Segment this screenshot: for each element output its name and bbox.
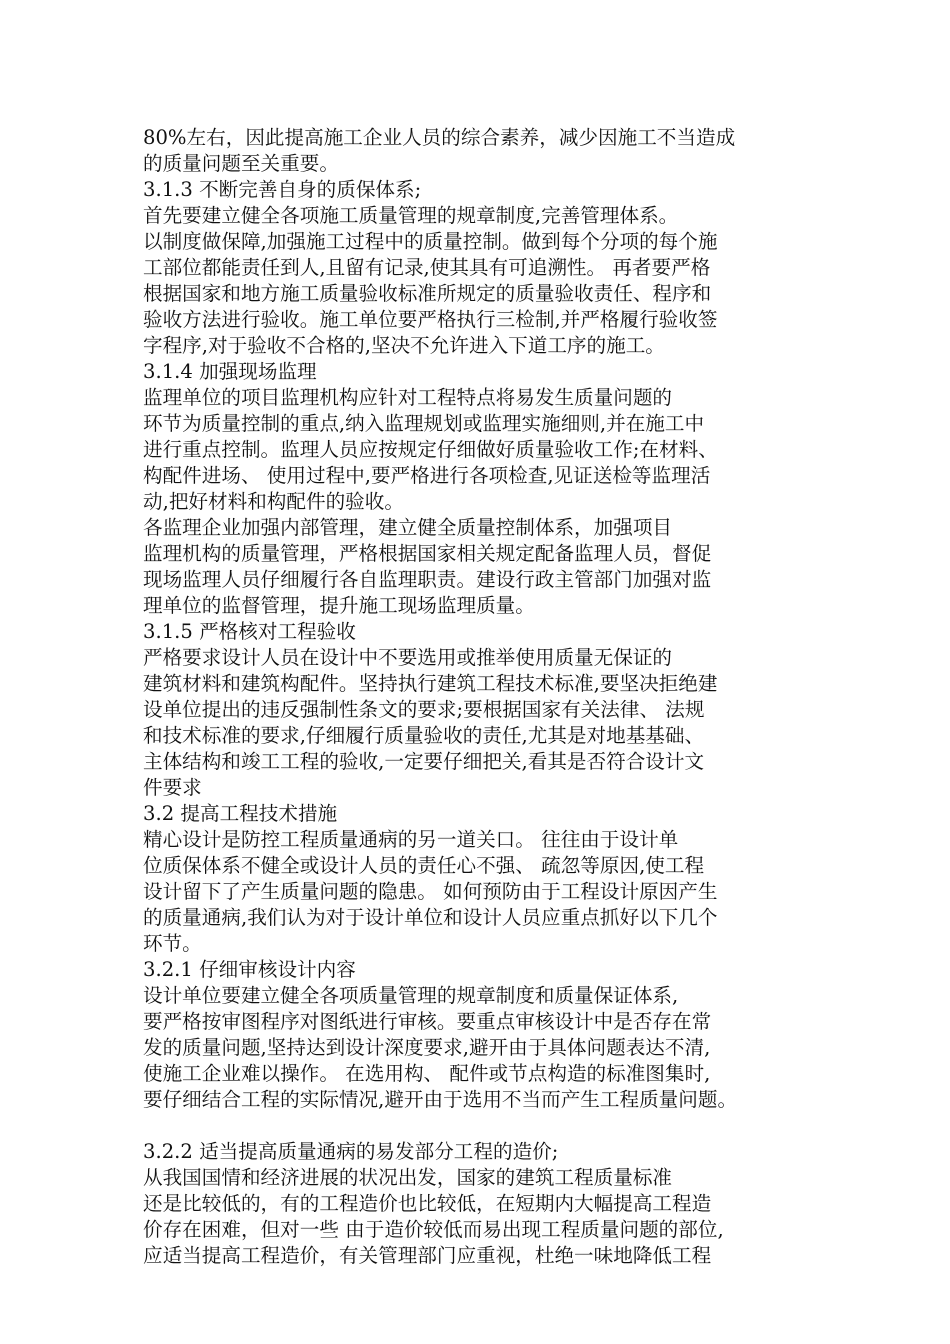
text-line: 首先要建立健全各项施工质量管理的规章制度,完善管理体系。 [143,204,679,227]
text-line: 环节。 [143,932,202,955]
section-heading: 3.1.3 不断完善自身的质保体系; [143,178,422,201]
text-line: 的质量通病,我们认为对于设计单位和设计人员应重点抓好以下几个 [143,906,718,929]
text-line: 根据国家和地方施工质量验收标准所规定的质量验收责任、程序和 [143,282,712,305]
text-line: 主体结构和竣工工程的验收,一定要仔细把关,看其是否符合设计文 [143,750,705,773]
text-line: 环节为质量控制的重点,纳入监理规划或监理实施细则,并在施工中 [143,412,705,435]
text-line: 建筑材料和建筑构配件。坚持执行建筑工程技术标准,要坚决拒绝建 [143,672,718,695]
text-line: 监理单位的项目监理机构应针对工程特点将易发生质量问题的 [143,386,673,409]
text-line: 要严格按审图程序对图纸进行审核。要重点审核设计中是否存在常 [143,1010,712,1033]
text-line: 80%左右，因此提高施工企业人员的综合素养，减少因施工不当造成 [143,126,736,149]
text-line: 精心设计是防控工程质量通病的另一道关口。 往往由于设计单 [143,828,679,851]
section-heading: 3.2.1 仔细审核设计内容 [143,958,356,981]
text-line: 理单位的监督管理，提升施工现场监理质量。 [143,594,535,617]
text-line: 监理机构的质量管理，严格根据国家相关规定配备监理人员，督促 [143,542,712,565]
text-line: 使施工企业难以操作。 在选用构、 配件或节点构造的标准图集时, [143,1062,711,1085]
text-line: 和技术标准的要求,仔细履行质量验收的责任,尤其是对地基基础、 [143,724,705,747]
text-line: 设计单位要建立健全各项质量管理的规章制度和质量保证体系, [143,984,679,1007]
text-line: 动,把好材料和构配件的验收。 [143,490,404,513]
text-line: 设计留下了产生质量问题的隐患。 如何预防由于工程设计原因产生 [143,880,718,903]
text-line: 严格要求设计人员在设计中不要选用或推举使用质量无保证的 [143,646,673,669]
section-heading: 3.1.4 加强现场监理 [143,360,317,383]
text-line: 进行重点控制。监理人员应按规定仔细做好质量验收工作;在材料、 [143,438,718,461]
text-line: 构配件进场、 使用过程中,要严格进行各项检查,见证送检等监理活 [143,464,711,487]
text-line: 验收方法进行验收。施工单位要严格执行三检制,并严格履行验收签 [143,308,718,331]
text-line: 的质量问题至关重要。 [143,152,339,175]
text-line: 还是比较低的，有的工程造价也比较低，在短期内大幅提高工程造 [143,1192,712,1215]
section-heading: 3.1.5 严格核对工程验收 [143,620,356,643]
text-line: 工部位都能责任到人,且留有记录,使其具有可追溯性。 再者要严格 [143,256,711,279]
text-line: 设单位提出的违反强制性条文的要求;要根据国家有关法律、 法规 [143,698,705,721]
text-line: 件要求 [143,776,202,799]
text-line: 从我国国情和经济进展的状况出发，国家的建筑工程质量标准 [143,1166,673,1189]
text-line: 价存在困难，但对一些 由于造价较低而易出现工程质量问题的部位, [143,1218,724,1241]
text-line: 各监理企业加强内部管理，建立健全质量控制体系，加强项目 [143,516,673,539]
text-line: 位质保体系不健全或设计人员的责任心不强、 疏忽等原因,使工程 [143,854,705,877]
text-line: 要仔细结合工程的实际情况,避开由于选用不当而产生工程质量问题。 [143,1088,738,1111]
text-line: 字程序,对于验收不合格的,坚决不允许进入下道工序的施工。 [143,334,665,357]
section-heading: 3.2.2 适当提高质量通病的易发部分工程的造价; [143,1140,559,1163]
section-heading: 3.2 提高工程技术措施 [143,802,338,825]
text-line: 现场监理人员仔细履行各自监理职责。建设行政主管部门加强对监 [143,568,712,591]
text-line: 以制度做保障,加强施工过程中的质量控制。做到每个分项的每个施 [143,230,718,253]
text-line: 应适当提高工程造价，有关管理部门应重视，杜绝一味地降低工程 [143,1244,712,1267]
text-line: 发的质量问题,坚持达到设计深度要求,避开由于具体问题表达不清, [143,1036,711,1059]
